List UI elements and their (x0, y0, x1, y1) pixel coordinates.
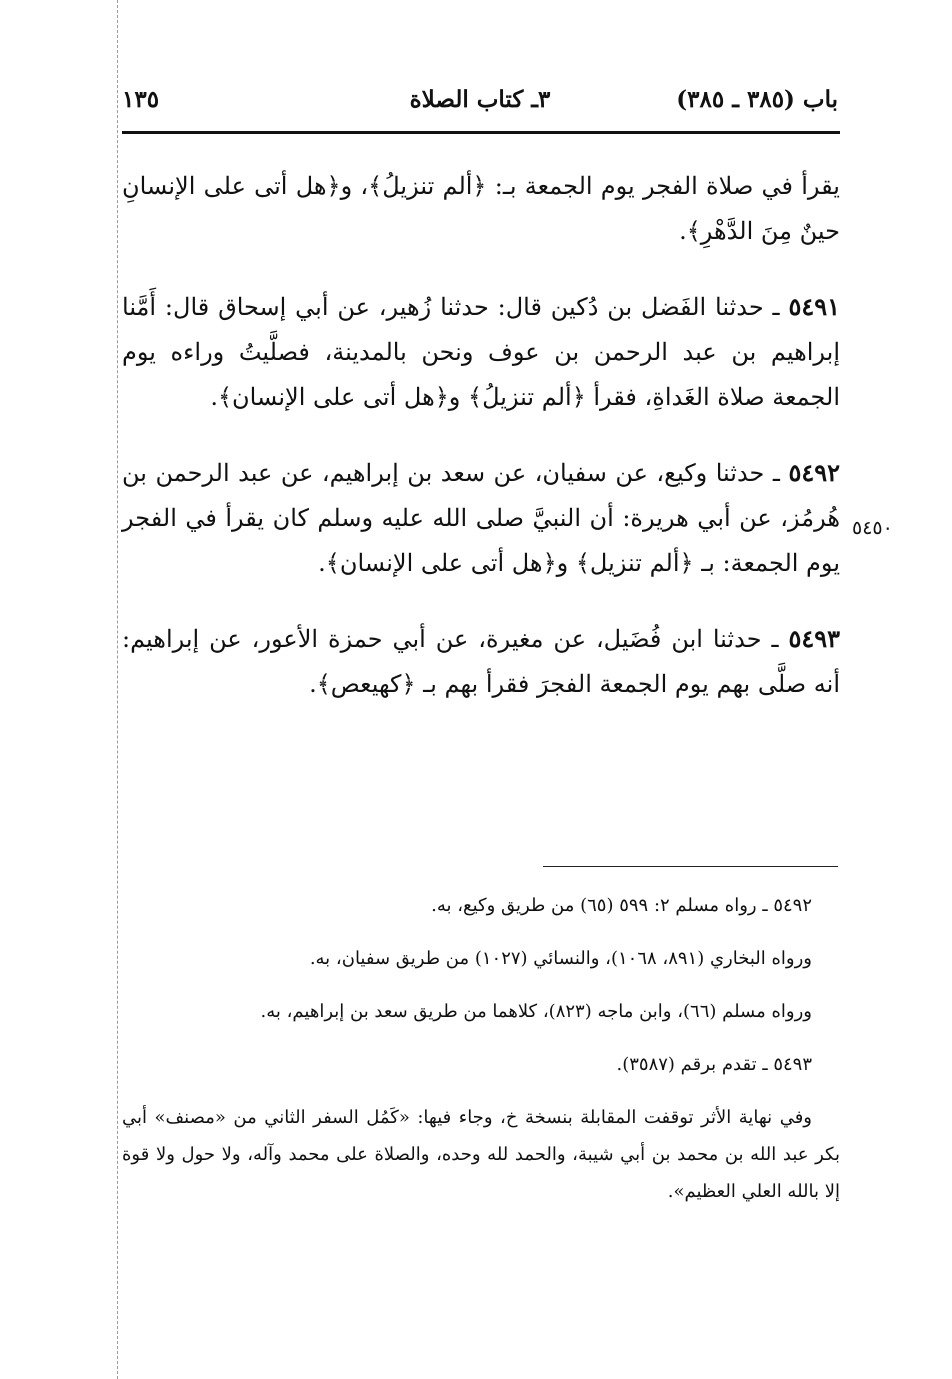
footnote: ورواه مسلم (٦٦)، وابن ماجه (٨٢٣)، كلاهما من طريق سعد بن إبراهيم، به. (260, 1001, 812, 1022)
hadith-number: ٥٤٩٢ (788, 458, 840, 487)
footnote-separator (543, 866, 838, 867)
hadith-number: ٥٤٩٣ (788, 624, 840, 653)
hadith-text: ـ حدثنا الفَضل بن دُكين قال: حدثنا زُهير، عن أبي إسحاق قال: أَمَّنا إبراهيم بن عبد الرحمن بن عوف ونحن بالمدينة، فصلَّيتُ وراءه يوم الجمعة صلاة الغَداةِ، فقرأ ﴿ألم تنزيلُ﴾ و﴿هل أتى على الإنسان﴾. (122, 293, 840, 411)
hadith-text: ـ حدثنا ابن فُضَيل، عن مغيرة، عن أبي حمزة الأعور، عن إبراهيم: أنه صلَّى بهم يوم الجمعة الفجرَ فقرأ بهم بـ ﴿كهيعص﴾. (122, 625, 840, 698)
header-rule (122, 131, 840, 134)
footnote: ورواه البخاري (٨٩١، ١٠٦٨)، والنسائي (١٠٢٧) من طريق سفيان، به. (309, 948, 812, 969)
page-gutter-line (117, 0, 118, 1379)
chapter-heading: باب (٣٨٥ ـ ٣٨٥) (676, 86, 838, 113)
book-title: ٣ـ كتاب الصلاة (409, 86, 551, 113)
hadith-5492 (122, 450, 840, 586)
main-text (122, 164, 840, 707)
footnote: وفي نهاية الأثر توقفت المقابلة بنسخة خ، وجاء فيها: «كَمُل السفر الثاني من «مصنف» أبي بكر عبد الله بن محمد بن أبي شيبة، والحمد لله وحده، والصلاة على محمد وآله، ولا حول ولا قوة إلا بالله العلي العظيم». (122, 1107, 840, 1202)
hadith-5493 (122, 616, 840, 707)
hadith-number: ٥٤٩١ (788, 292, 840, 321)
running-header (122, 86, 838, 122)
hadith-5491 (122, 284, 840, 420)
margin-reference-number: ٥٤٥٠ (852, 517, 893, 539)
footnotes (122, 887, 840, 1226)
footnote: ٥٤٩٣ ـ تقدم برقم (٣٥٨٧). (616, 1054, 812, 1075)
footnote: ٥٤٩٢ ـ رواه مسلم ٢: ٥٩٩ (٦٥) من طريق وكيع، به. (431, 895, 812, 916)
page-number: ١٣٥ (122, 86, 160, 113)
hadith-text: ـ حدثنا وكيع، عن سفيان، عن سعد بن إبراهيم، عن عبد الرحمن بن هُرمُز، عن أبي هريرة: أن النبيَّ صلى الله عليه وسلم كان يقرأ في الفجر يوم الجمعة: بـ ﴿ألم تنزيل﴾ و﴿هل أتى على الإنسان﴾. (122, 459, 840, 577)
paragraph-continuation: يقرأ في صلاة الفجر يوم الجمعة بـ: ﴿ألم تنزيلُ﴾، و﴿هل أتى على الإنسانِ حينٌ مِنَ الدَّهْرِ﴾. (122, 172, 840, 245)
